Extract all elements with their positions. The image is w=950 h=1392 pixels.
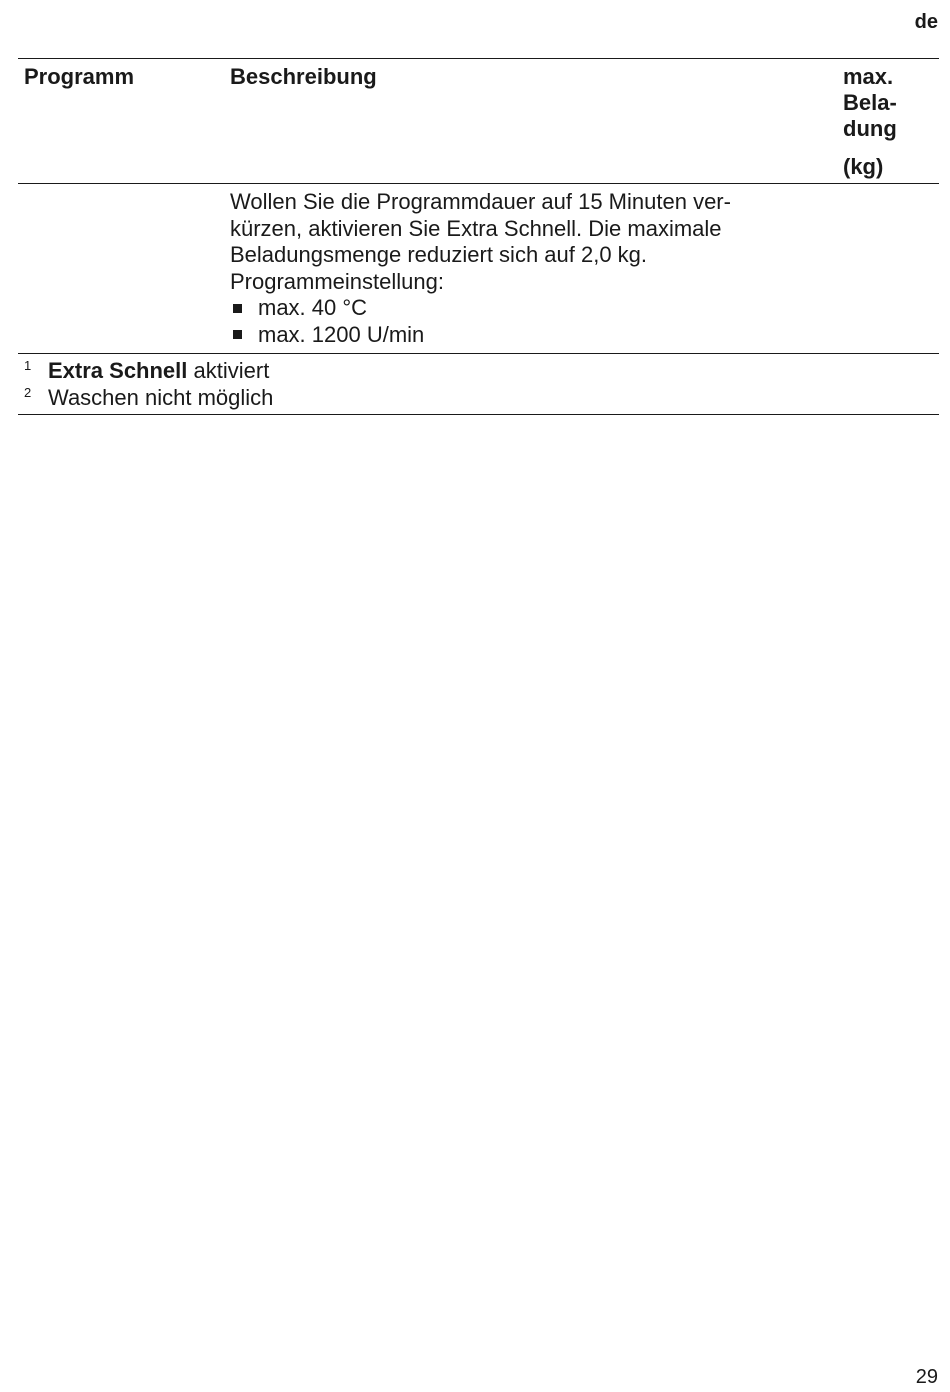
- page-number: 29: [915, 1366, 938, 1388]
- square-bullet-icon: [233, 330, 242, 339]
- footnote: [24, 358, 269, 385]
- table-top-rule: [18, 58, 939, 59]
- column-header-max-load-line-1: max.: [843, 64, 894, 89]
- language-tag: de: [914, 11, 938, 33]
- bullet-text: max. 1200 U/min: [258, 321, 425, 347]
- column-header-max-load-unit: (kg): [843, 154, 884, 179]
- table-header-rule: [18, 183, 939, 184]
- column-header-max-load-line-3: dung: [843, 116, 897, 141]
- table-bottom-rule: [18, 353, 939, 354]
- bullet-item: [230, 295, 830, 322]
- square-bullet-icon: [233, 304, 242, 313]
- footnote: [24, 385, 273, 412]
- description-line: kürzen, aktivieren Sie Extra Schnell. Die maximale: [230, 215, 722, 241]
- footnote-text: aktiviert: [187, 358, 270, 383]
- bullet-item: [230, 322, 830, 349]
- footnote-number: 2: [24, 385, 32, 400]
- column-header-beschreibung: Beschreibung: [230, 64, 377, 89]
- description-cell: [230, 189, 830, 348]
- description-line: Wollen Sie die Programmdauer auf 15 Minuten ver-: [230, 189, 731, 214]
- column-header-max-load-line-2: Bela-: [843, 90, 897, 115]
- footnote-bottom-rule: [18, 414, 939, 415]
- footnote-text: Waschen nicht möglich: [48, 385, 274, 410]
- column-header-programm: Programm: [24, 64, 135, 89]
- description-line: Beladungsmenge reduziert sich auf 2,0 kg.: [230, 242, 648, 267]
- footnote-number: 1: [24, 358, 32, 373]
- bullet-text: max. 40 °C: [258, 295, 368, 320]
- description-line: Programmeinstellung:: [230, 268, 444, 294]
- footnote-bold-text: Extra Schnell: [48, 358, 188, 383]
